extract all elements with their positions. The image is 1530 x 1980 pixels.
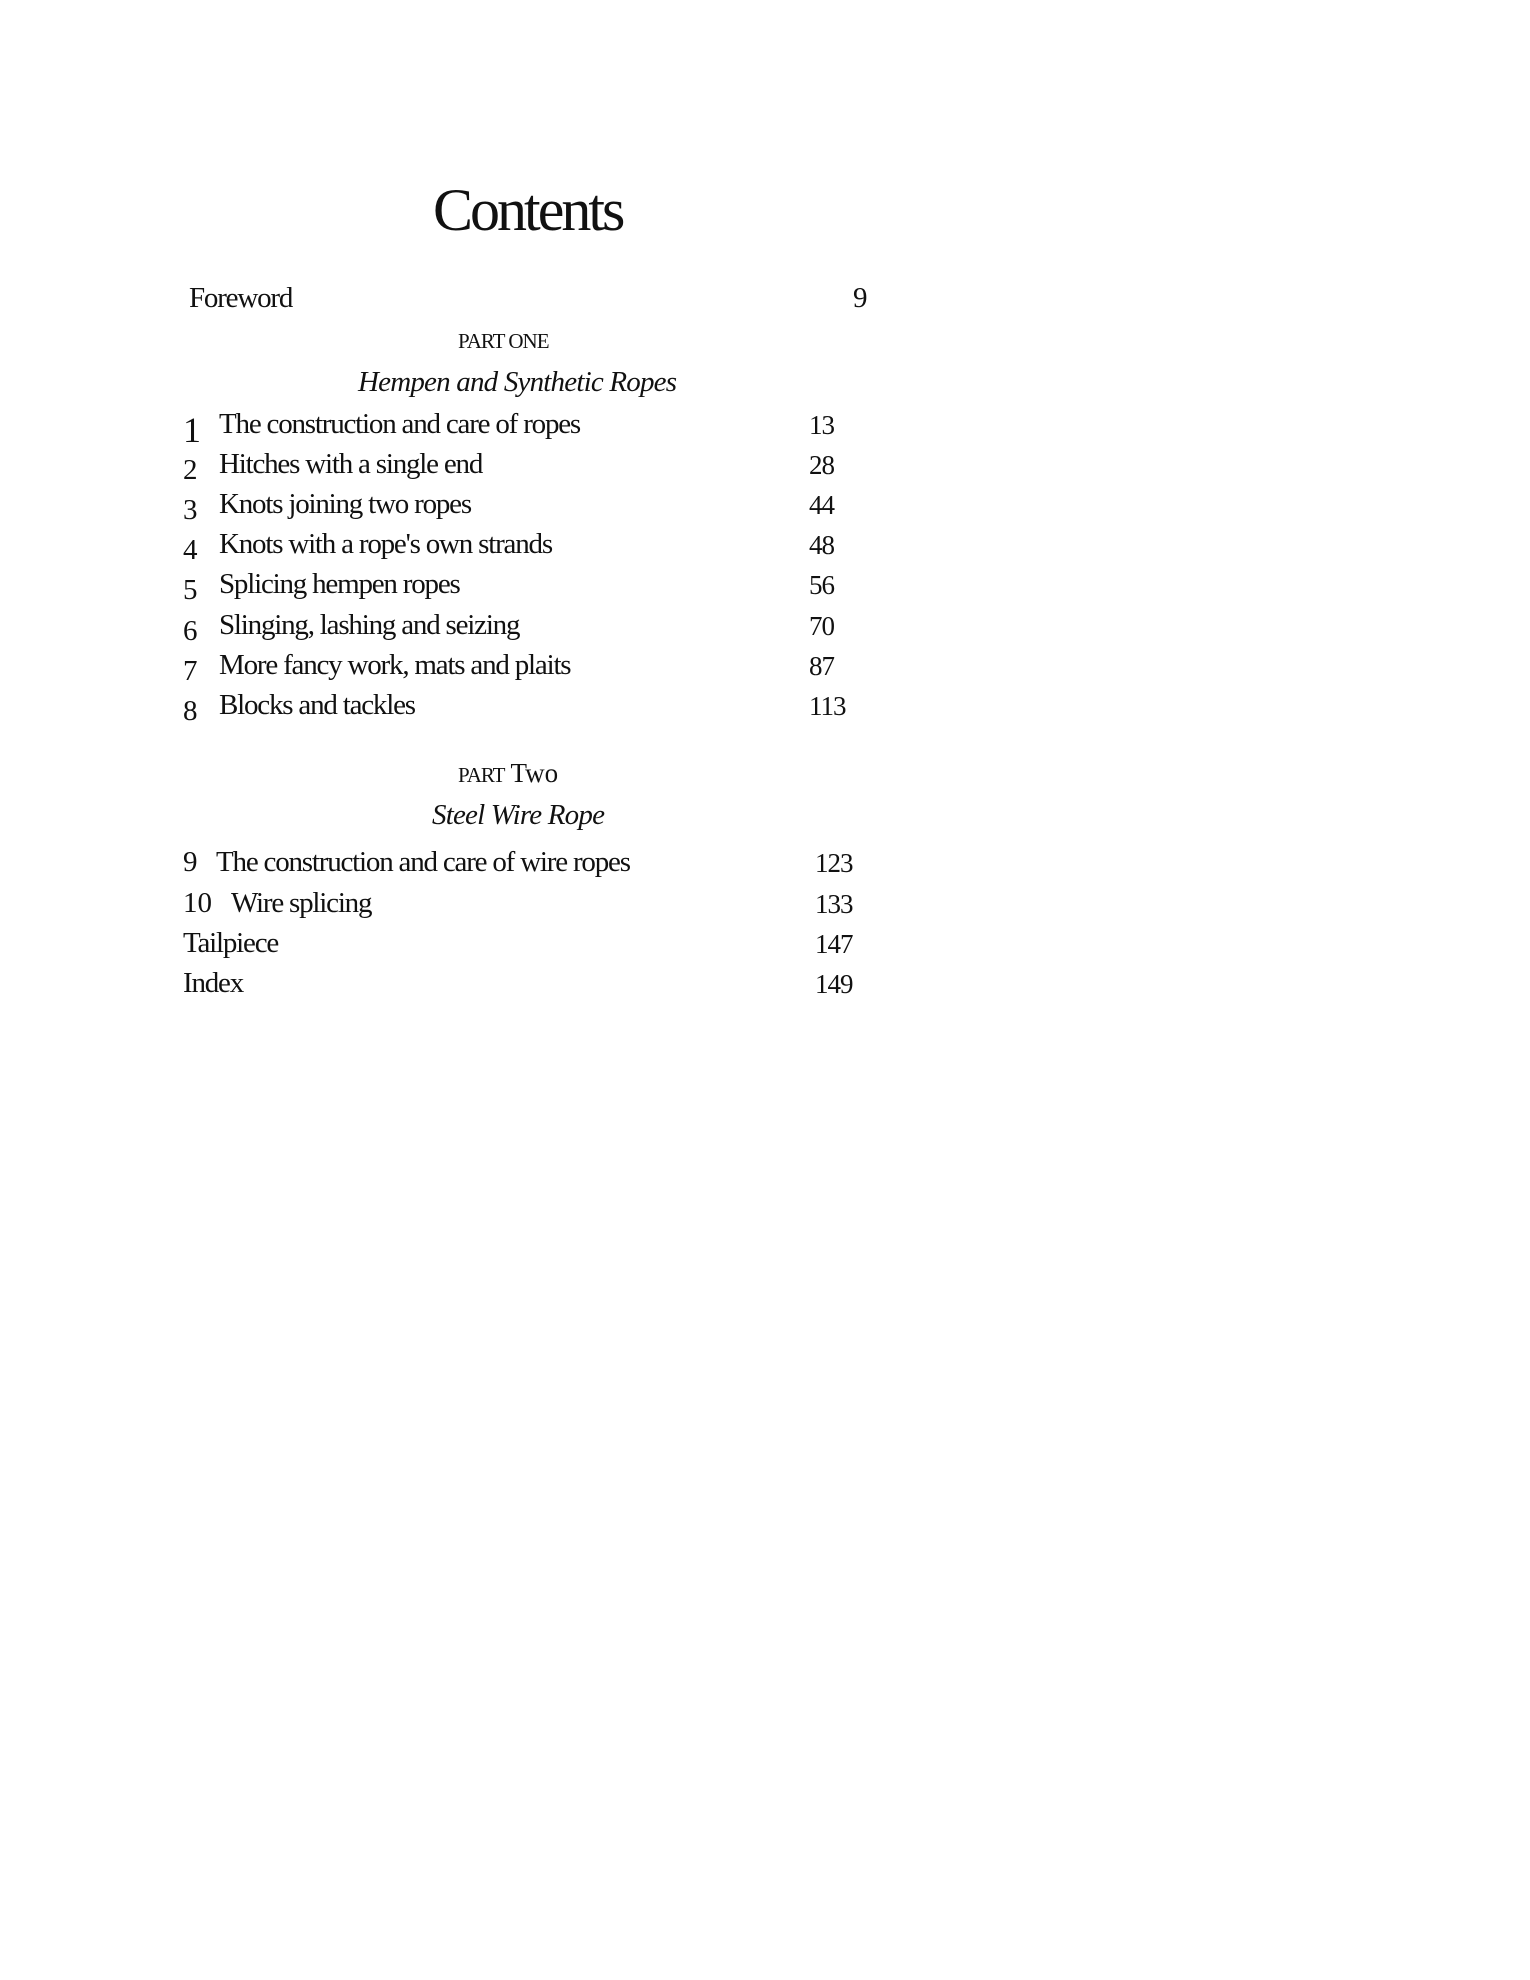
- chapter-number: 10: [183, 887, 212, 919]
- chapter-page: 44: [809, 490, 834, 520]
- chapter-page: 70: [809, 611, 834, 641]
- back-matter-page: 149: [815, 969, 853, 999]
- chapter-number: 8: [183, 695, 198, 727]
- chapter-title: Knots joining two ropes: [219, 488, 471, 520]
- part-one-title: Hempen and Synthetic Ropes: [358, 366, 677, 398]
- chapter-page: 48: [809, 530, 834, 560]
- chapter-page: 56: [809, 570, 834, 600]
- chapter-title: The construction and care of ropes: [219, 408, 581, 440]
- chapter-title: Slinging, lashing and seizing: [219, 609, 520, 641]
- chapter-title: Hitches with a single end: [219, 448, 483, 480]
- part-two-label-small: PART: [458, 763, 505, 787]
- chapter-page: 113: [809, 691, 846, 721]
- chapter-title: More fancy work, mats and plaits: [219, 649, 571, 681]
- chapter-number: 5: [183, 574, 198, 606]
- chapter-number: 9: [183, 846, 198, 878]
- chapter-number: 6: [183, 615, 198, 647]
- chapter-page: 123: [815, 848, 853, 878]
- foreword-label: Foreword: [189, 282, 293, 314]
- back-matter-label: Tailpiece: [183, 927, 279, 959]
- back-matter-label: Index: [183, 967, 244, 999]
- chapter-title: Wire splicing: [231, 887, 372, 919]
- part-one-label: PART ONE: [458, 329, 549, 353]
- chapter-number: 2: [183, 454, 198, 486]
- chapter-page: 133: [815, 889, 853, 919]
- part-two-label: [458, 760, 558, 787]
- chapter-number: 4: [183, 534, 198, 566]
- chapter-number: 7: [183, 655, 198, 687]
- chapter-number: 3: [183, 494, 198, 526]
- chapter-page: 13: [809, 410, 834, 440]
- chapter-title: Knots with a rope's own strands: [219, 528, 552, 560]
- part-two-title: Steel Wire Rope: [432, 799, 605, 831]
- chapter-number: 1: [183, 410, 201, 450]
- foreword-page: 9: [853, 282, 867, 314]
- chapter-page: 87: [809, 651, 834, 681]
- page-title: Contents: [433, 177, 623, 243]
- chapter-title: Blocks and tackles: [219, 689, 415, 721]
- chapter-title: Splicing hempen ropes: [219, 568, 460, 600]
- part-two-label-large: Two: [510, 758, 559, 788]
- back-matter-page: 147: [815, 929, 853, 959]
- chapter-page: 28: [809, 450, 834, 480]
- chapter-title: The construction and care of wire ropes: [216, 846, 630, 878]
